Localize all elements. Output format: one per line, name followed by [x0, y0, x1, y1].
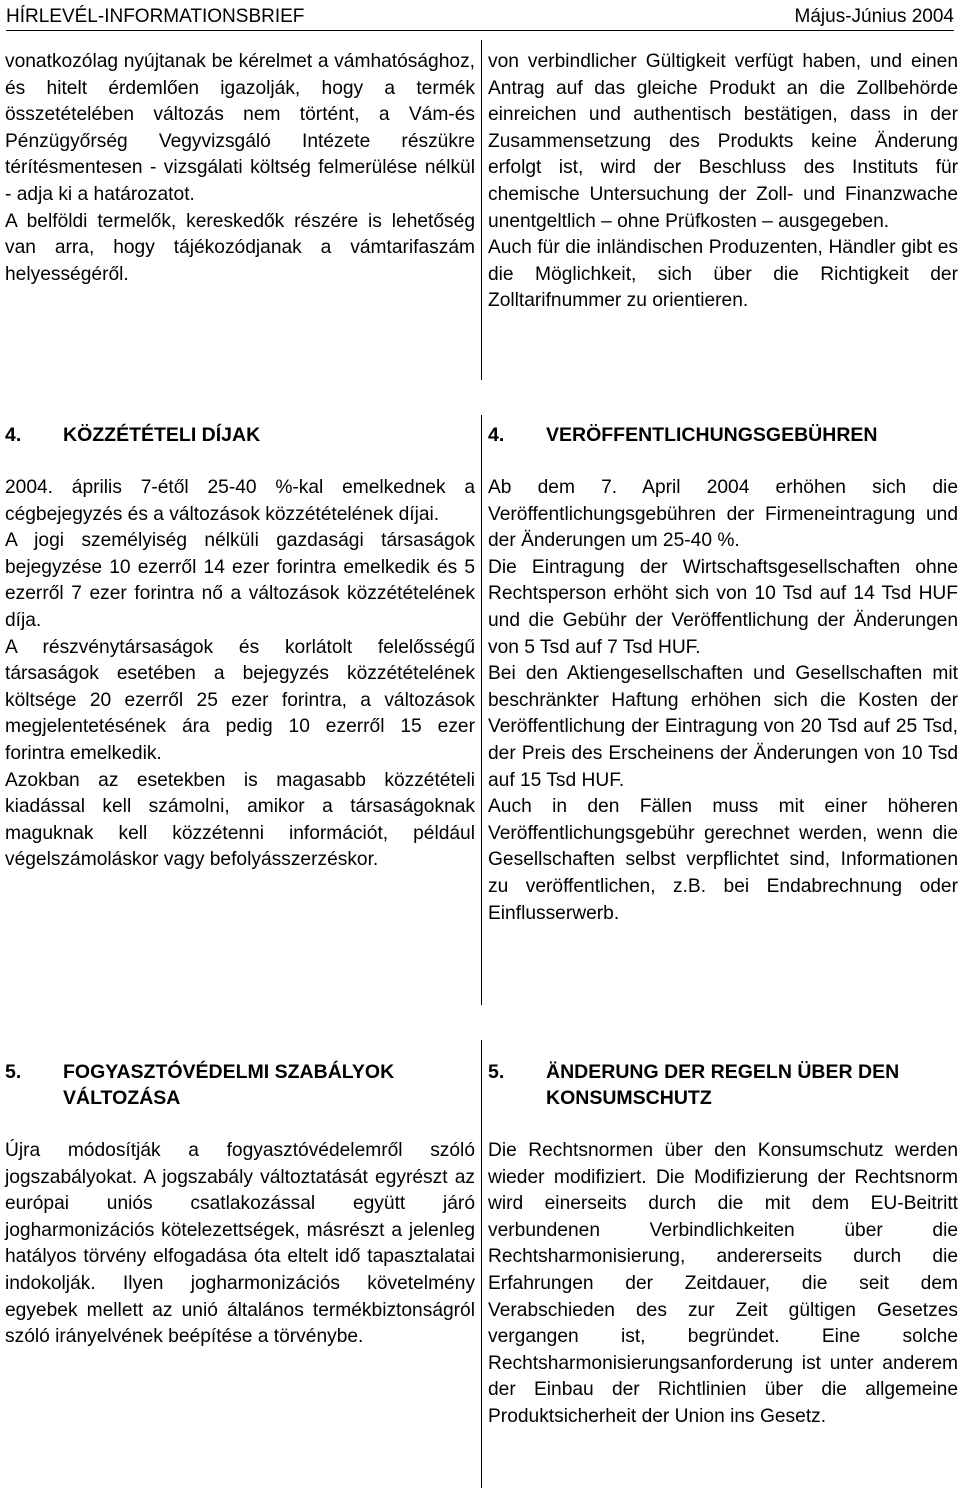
paragraph: vonatkozólag nyújtanak be kérelmet a vámhatósághoz, és hitelt érdemlően igazolják, hogy a termék összetételében változás nem történt, a Vám-és Pénzügyőrség Vegyvizsgáló Intézete részükre térítésmentesen - vizsgálati költség felmerülése nélkül - adja ki a határozatot.: [5, 51, 475, 205]
section-number: 4.: [488, 424, 505, 446]
page-header: [6, 4, 954, 31]
paragraph: Újra módosítják a fogyasztóvédelemről szóló jogszabályokat. A jogszabály változtatását egyrészt az európai uniós csatlakozással együtt járó jogharmonizációs kötelezettségek, másrészt a jelenleg hatályos törvény elfogadása óta eltelt idő tapasztalatai indokolják. Ilyen jogharmonizációs követelmény egyebek mellett az unió általános termékbiztonságról szóló irányelvének beépítése a törvénybe.: [5, 1140, 475, 1348]
paragraph: A részvénytársaságok és korlátolt felelősségű társaságok esetében a bejegyzés közzétételének költsége 20 ezerről 25 ezer forintra, a változások megjelentetésének ára pedig 10 ezerről 15 ezer forintra emelkedik.: [5, 636, 475, 764]
paragraph: Die Eintragung der Wirtschaftsgesellschaften ohne Rechtsperson erhöht sich von 10 Tsd auf 14 Tsd HUF und die Gebühr der Veröffentlichung der Änderungen von 5 Tsd auf 7 Tsd HUF.: [488, 556, 958, 658]
section-number: 5.: [5, 1061, 22, 1083]
section5-german: [488, 1138, 958, 1431]
section4-heading-hu: [5, 422, 475, 448]
paragraph: Die Rechtsnormen über den Konsumschutz werden wieder modifiziert. Die Modifizierung der Rechtsnorm wird einerseits durch die mit dem EU-Beitritt verbundenen Verbindlichkeiten über die Rechtsharmonisierung, andererseits durch die Erfahrungen der Zeitdauer, die seit dem Verabschieden des zur Zeit gültigen Gesetzes vergangen ist, begründet. Eine solche Rechtsharmonisierungsanforderung ist unter anderem der Einbau der Richtlinien über die allgemeine Produktsicherheit der Union ins Gesetz.: [488, 1140, 958, 1427]
paragraph: A belföldi termelők, kereskedők részére is lehetőség van arra, hogy tájékozódjanak a vámtarifaszám helyességéről.: [5, 210, 475, 285]
section5-hungarian: [5, 1138, 475, 1351]
section-number: 5.: [488, 1061, 505, 1083]
section5-heading-hu: [5, 1059, 475, 1111]
paragraph: 2004. április 7-étől 25-40 %-kal emelkednek a cégbejegyzés és a változások közzétételének díjai.: [5, 477, 475, 525]
column-divider: [481, 415, 482, 1005]
section-title: KÖZZÉTÉTELI DÍJAK: [63, 424, 261, 446]
block1-hungarian: [5, 49, 475, 288]
section4-heading-de: [488, 422, 958, 448]
paragraph: von verbindlicher Gültigkeit verfügt haben, und einen Antrag auf das gleiche Produkt an die Zollbehörde einreichen und authentisch bestätigen, dass in der Zusammensetzung des Produkts keine Änderung erfolgt ist, wird der Beschluss des Instituts für chemische Untersuchung der Zoll- und Finanzwache unentgeltlich – ohne Prüfkosten – ausgegeben.: [488, 51, 958, 232]
paragraph: Auch für die inländischen Produzenten, Händler gibt es die Möglichkeit, sich über die Richtigkeit der Zolltarifnummer zu orientieren.: [488, 237, 958, 312]
section-number: 4.: [5, 424, 22, 446]
block1-german: [488, 49, 958, 315]
paragraph: A jogi személyiség nélküli gazdasági társaságok bejegyzése 10 ezerről 14 ezer forintra emelkedik és 5 ezerről 7 ezer forintra nő a változások közzétételének díja.: [5, 530, 475, 631]
paragraph: Azokban az esetekben is magasabb közzétételi kiadással kell számolni, amikor a társaságoknak maguknak kell közzétenni információt, például végelszámoláskor vagy befolyásszerzéskor.: [5, 769, 475, 871]
newsletter-title: HÍRLEVÉL-INFORMATIONSBRIEF: [6, 6, 305, 27]
column-divider: [481, 40, 482, 380]
column-divider: [481, 1040, 482, 1488]
section5-heading-de: [488, 1059, 958, 1111]
section4-hungarian: [5, 475, 475, 874]
section-title: VERÖFFENTLICHUNGSGEBÜHREN: [546, 424, 878, 446]
paragraph: Ab dem 7. April 2004 erhöhen sich die Veröffentlichungsgebühren der Firmeneintragung und der Änderungen um 25-40 %.: [488, 477, 958, 552]
section-title: ÄNDERUNG DER REGELN ÜBER DEN KONSUMSCHUTZ: [546, 1061, 900, 1109]
section-title: FOGYASZTÓVÉDELMI SZABÁLYOK VÁLTOZÁSA: [63, 1061, 395, 1109]
paragraph: Auch in den Fällen muss mit einer höheren Veröffentlichungsgebühr gerechnet werden, wenn die Gesellschaften selbst verpflichtet sind, Informationen zu veröffentlichen, z.B. bei Endabrechnung oder Einflusserwerb.: [488, 796, 958, 924]
section4-german: [488, 475, 958, 927]
paragraph: Bei den Aktiengesellschaften und Gesellschaften mit beschränkter Haftung erhöhen sich die Kosten der Veröffentlichung der Eintragung von 20 Tsd auf 25 Tsd, der Preis des Erscheinens der Änderungen von 10 Tsd auf 15 Tsd HUF.: [488, 663, 958, 791]
issue-date: Május-Június 2004: [794, 6, 954, 27]
